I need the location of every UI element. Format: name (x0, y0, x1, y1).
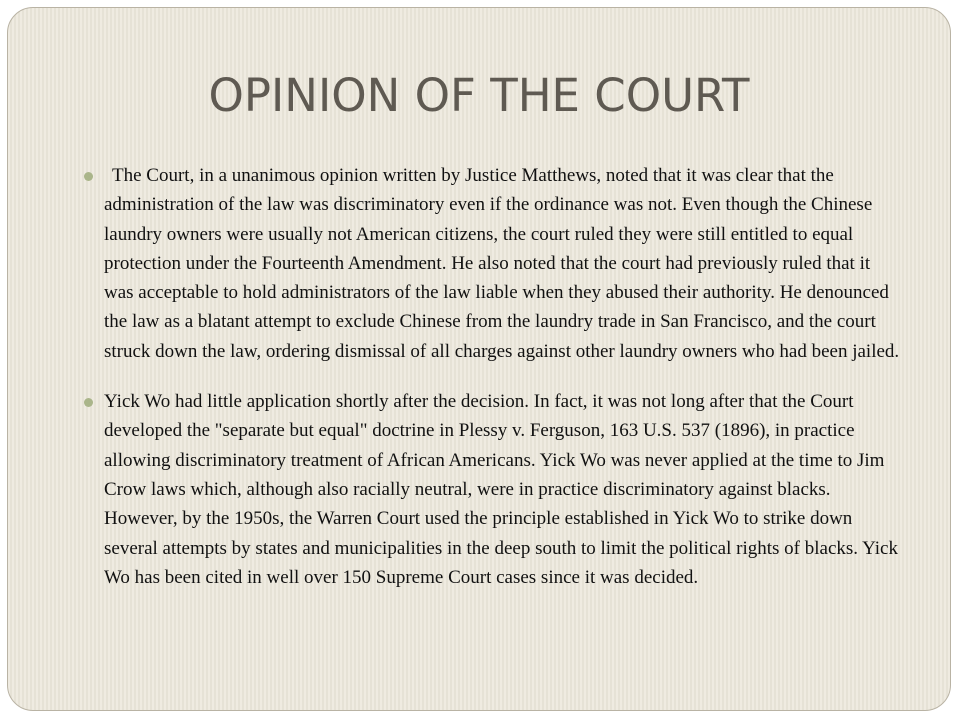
bullet-text: The Court, in a unanimous opinion written by Justice Matthews, noted that it was clear that the administration of the law was discriminatory even if the ordinance was not. Even though the Chinese laundry owners were usually not American citizens, the court ruled they were still entitled to equal protection under the Fourteenth Amendment. He also noted that the court had previously ruled that it was acceptable to hold administrators of the law liable when they abused their authority. He denounced the law as a blatant attempt to exclude Chinese from the laundry trade in San Francisco, and the court struck down the law, ordering dismissal of all charges against other laundry owners who had been jailed. (104, 165, 900, 362)
bullet-text: Yick Wo had little application shortly after the decision. In fact, it was not long after that the Court developed the "separate but equal" doctrine in Plessy v. Ferguson, 163 U.S. 537 (1896), in practice allowing discriminatory treatment of African Americans. Yick Wo was never applied at the time to Jim Crow laws which, although also racially neutral, were in practice discriminatory against blacks. However, by the 1950s, the Warren Court used the principle established in Yick Wo to strike down several attempts by states and municipalities in the deep south to limit the political rights of blacks. Yick Wo has been cited in well over 150 Supreme Court cases since it was decided. (104, 391, 898, 588)
bullet-item (84, 161, 904, 366)
slide-title: OPINION OF THE COURT (208, 69, 750, 122)
slide (7, 7, 951, 711)
bullet-dot-icon (84, 172, 93, 181)
bullet-list (84, 161, 904, 613)
bullet-dot-icon (84, 398, 93, 407)
bullet-item (84, 387, 904, 592)
